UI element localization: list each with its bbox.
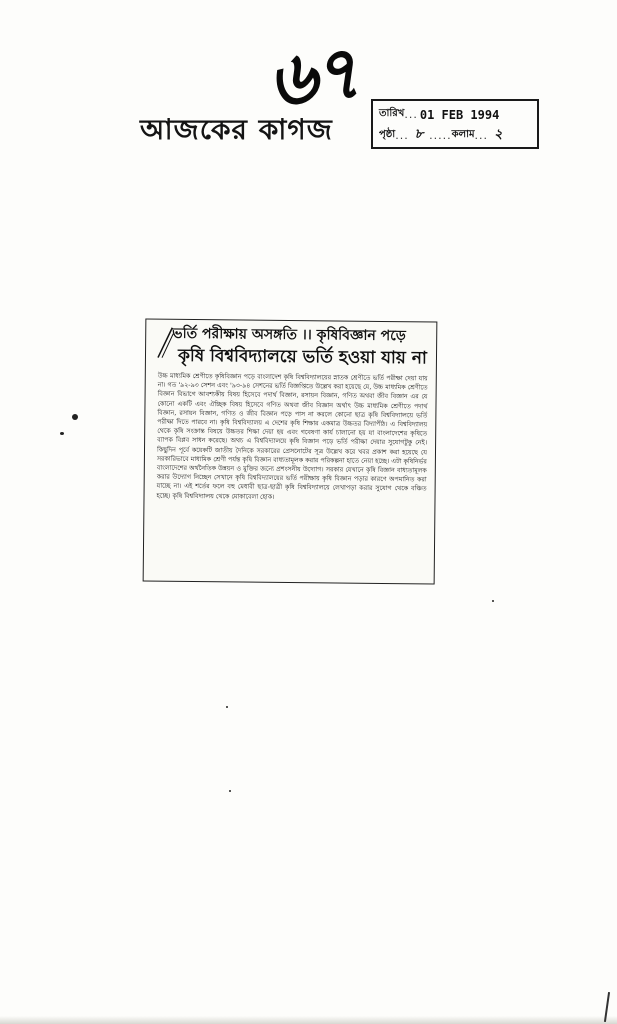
stamp-dots: ... xyxy=(395,129,409,142)
scan-speck xyxy=(60,432,64,435)
scan-speck xyxy=(229,790,231,792)
stamp-dots: ... xyxy=(474,129,489,142)
stamp-page-row xyxy=(379,125,531,146)
date-stamp xyxy=(371,99,539,149)
scan-speck xyxy=(492,600,494,602)
article-body: উচ্চ মাধ্যমিক শ্রেণীতে কৃষিবিজ্ঞান পড়ে বাংলাদেশ কৃষি বিশ্ববিদ্যালয়ের স্নাতক শ্রেণীতে ভর্তি পরীক্ষা দেয়া যায় না। গত '৯২-৯৩ সেশন এবং '৯৩-৯৪ সেশনের ভর্তি বিজ্ঞপ্তিতে উল্লেখ করা হয়েছে যে, উচ্চ মাধ্যমিক শ্রেণীতে বিজ্ঞান বিভাগে আবশ্যকীয় বিষয় হিসেবে পদার্থ বিজ্ঞান, রসায়ন বিজ্ঞান, গণিত অথবা জীব বিজ্ঞান এর যে কোনো একটি এবং ঐচ্ছিক বিষয় হিসেবে গণিত অথবা জীব বিজ্ঞান অর্থাৎ উচ্চ মাধ্যমিক শ্রেণীতে পদার্থ বিজ্ঞান, রসায়ন বিজ্ঞান, গণিত ও জীব বিজ্ঞান পড়ে পাস না করলে কোনো ছাত্র কৃষি বিশ্ববিদ্যালয়ে ভর্তি পরীক্ষা দিতে পারবে না। কৃষি বিশ্ববিদ্যালয় এ দেশের কৃষি শিক্ষার একমাত্র উচ্চতর বিদ্যাপীঠ। এ বিশ্ববিদ্যালয় থেকে কৃষি সংক্রান্ত বিষয়ে উচ্চতর শিক্ষা দেয়া হয় এবং গবেষণা কার্য চালানো হয় যা বাংলাদেশের কৃষিতে ব্যাপক বিপ্লব সাধন করেছে। অথচ এ বিশ্ববিদ্যালয়ে কৃষি বিজ্ঞান পড়ে ভর্তি পরীক্ষা দেয়ার সুযোগটুকু নেই। কিছুদিন পূর্বে কয়েকটি জাতীয় দৈনিকে সরকারের প্রেসনোটের সূত্র উল্লেখ করে খবর প্রকাশ করা হয়েছে যে সরকারিভাবে মাধ্যমিক শ্রেণী পর্যন্ত কৃষি বিজ্ঞান বাধ্যতামূলক করার পরিকল্পনা হাতে নেয়া হচ্ছে। এটা কৃষিনির্ভর বাংলাদেশের অর্থনৈতিক উন্নয়ন ও মুক্তির জন্যে প্রশংসনীয় উদ্যোগ। সরকার যেখানে কৃষি বিজ্ঞান বাধ্যতামূলক করার উদ্যোগ নিচ্ছেন সেখানে কৃষি বিশ্ববিদ্যালয়ের ভর্তি পরীক্ষায় কৃষি বিজ্ঞান পড়ার কারণে অপমানিত করা যাচ্ছে না। এই শর্তের ফলে বহু মেধাবী ছাত্র-ছাত্রী কৃষি বিশ্ববিদ্যালয়ে লেখাপড়া করার সুযোগ থেকে বঞ্চিত হচ্ছে। কৃষি বিশ্ববিদ্যালয় থেকে মোকাবেলা হোক। xyxy=(156,372,428,501)
stamp-dots: ... xyxy=(404,108,418,121)
stamp-dots: ..... xyxy=(429,129,452,142)
stamp-date-label: তারিখ xyxy=(379,108,405,119)
newspaper-clipping xyxy=(143,318,438,584)
article-headline-line2: কৃষি বিশ্ববিদ্যালয়ে ভর্তি হওয়া যায় না xyxy=(177,345,427,369)
stamp-page-value: ৮ xyxy=(414,127,424,142)
newspaper-name: আজকের কাগজ xyxy=(140,113,333,146)
stamp-column-value: ২ xyxy=(494,127,503,142)
stamp-date-value: 01 FEB 1994 xyxy=(419,107,500,122)
scan-speck xyxy=(72,414,78,420)
scan-speck xyxy=(226,706,228,708)
pen-mark-icon xyxy=(156,326,174,360)
stamp-page-label: পৃষ্ঠা xyxy=(379,129,396,140)
handwritten-archive-number: ৬৭ xyxy=(263,29,361,125)
stamp-column-label: কলাম xyxy=(451,129,475,140)
stamp-date-row xyxy=(379,104,531,125)
article-headline-line1: ভর্তি পরীক্ষায় অসঙ্গতি ।। কৃষিবিজ্ঞান পড়ে xyxy=(172,325,406,345)
scan-bottom-edge xyxy=(0,1016,617,1024)
